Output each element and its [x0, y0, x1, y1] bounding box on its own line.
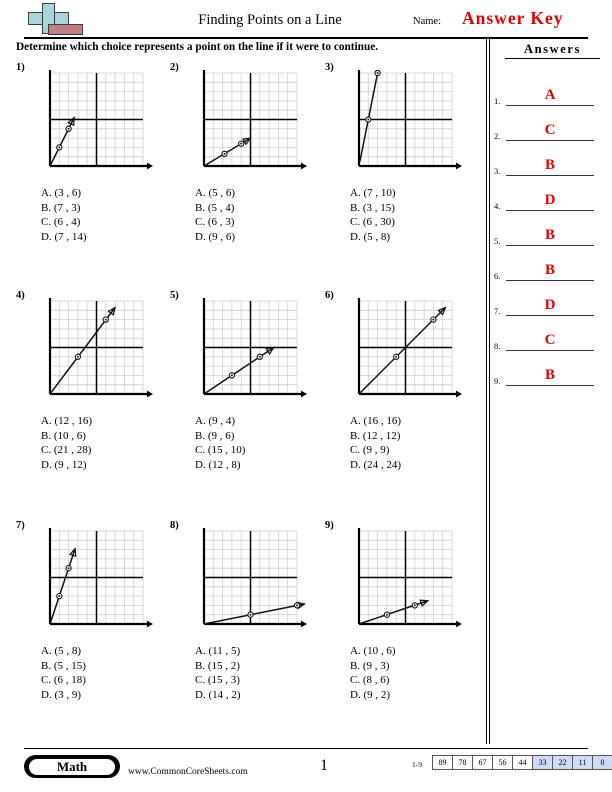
answer-choice[interactable]: C. (6 , 4)	[41, 216, 81, 229]
answer-number: 4.	[494, 201, 501, 211]
coordinate-graph	[194, 528, 310, 636]
scale-cell: 22	[553, 756, 573, 769]
answer-choice[interactable]: B. (7 , 3)	[41, 201, 81, 214]
subject-badge	[24, 755, 120, 778]
answer-choice[interactable]: A. (7 , 10)	[350, 187, 396, 199]
answer-choice[interactable]: A. (3 , 6)	[41, 187, 82, 199]
answer-row	[494, 72, 598, 106]
answer-value: C	[544, 332, 556, 348]
coordinate-graph	[40, 298, 156, 406]
graph-container	[194, 528, 310, 636]
scale-cell: 56	[493, 756, 513, 769]
graph-container	[349, 298, 465, 406]
problem-number: 1)	[16, 62, 25, 73]
answer-choice[interactable]: A. (10 , 6)	[350, 645, 396, 657]
answer-blank-line[interactable]	[506, 105, 594, 106]
scale-cell: 67	[473, 756, 493, 769]
answer-number: 5.	[494, 236, 501, 246]
answer-choice[interactable]: D. (9 , 6)	[195, 230, 236, 243]
problem-number: 5)	[170, 290, 179, 301]
answer-value: B	[544, 367, 555, 383]
answer-row	[494, 212, 598, 246]
graph-container	[194, 298, 310, 406]
answer-choice[interactable]: C. (15 , 3)	[195, 674, 240, 687]
scale-cell: 78	[453, 756, 473, 769]
answer-row	[494, 352, 598, 386]
answer-choice[interactable]: C. (15 , 10)	[195, 444, 246, 457]
answer-choice[interactable]: A. (5 , 8)	[41, 645, 82, 657]
answer-row	[494, 142, 598, 176]
answer-value: B	[544, 157, 555, 173]
answers-column-divider	[486, 37, 490, 744]
scale-cell: 33	[533, 756, 553, 769]
answer-number: 6.	[494, 271, 501, 281]
answer-choice[interactable]: A. (11 , 5)	[195, 645, 241, 657]
problem-number: 3)	[325, 62, 334, 73]
answer-choice[interactable]: A. (5 , 6)	[195, 187, 236, 199]
answer-choice[interactable]: A. (9 , 4)	[195, 415, 236, 427]
page-number: 1	[320, 757, 328, 774]
answer-choice[interactable]: D. (7 , 14)	[41, 230, 87, 243]
answer-key-stamp: Answer Key	[462, 8, 564, 28]
coordinate-graph	[349, 298, 465, 406]
page-header	[0, 0, 612, 40]
problem-number: 9)	[325, 520, 334, 531]
problem-number: 4)	[16, 290, 25, 301]
answer-choice[interactable]: C. (6 , 30)	[350, 216, 395, 229]
answer-choice[interactable]: B. (5 , 15)	[41, 659, 86, 672]
logo-red-bar	[48, 24, 83, 35]
answer-choice[interactable]: A. (12 , 16)	[41, 415, 93, 427]
scale-cell: 44	[513, 756, 533, 769]
answer-choices	[41, 644, 166, 702]
answer-choices	[195, 414, 320, 472]
answer-choices	[350, 414, 475, 472]
answer-row	[494, 317, 598, 351]
answer-choice[interactable]: D. (12 , 8)	[195, 458, 241, 471]
graph-container	[349, 528, 465, 636]
name-label: Name:	[413, 16, 441, 27]
answer-number: 2.	[494, 131, 501, 141]
coordinate-graph	[349, 70, 465, 178]
answer-choices	[195, 186, 320, 244]
answer-choices	[41, 414, 166, 472]
footer-divider-rule	[24, 748, 588, 749]
answer-choice[interactable]: D. (5 , 8)	[350, 230, 391, 243]
grading-scale	[432, 755, 612, 770]
worksheet-title: Finding Points on a Line	[198, 12, 342, 28]
answer-blank-line[interactable]	[506, 385, 594, 386]
problem-number: 7)	[16, 520, 25, 531]
answer-choice[interactable]: B. (15 , 2)	[195, 659, 240, 672]
subject-badge-label: Math	[29, 759, 115, 775]
site-url: www.CommonCoreSheets.com	[128, 767, 248, 777]
problem-number: 2)	[170, 62, 179, 73]
problem-number: 6)	[325, 290, 334, 301]
graph-container	[194, 70, 310, 178]
problem-number: 8)	[170, 520, 179, 531]
coordinate-graph	[194, 298, 310, 406]
answer-blank-line[interactable]	[506, 245, 594, 246]
graph-container	[40, 528, 156, 636]
coordinate-graph	[40, 528, 156, 636]
answer-choice[interactable]: D. (9 , 12)	[41, 458, 87, 471]
graph-container	[40, 70, 156, 178]
answer-blank-line[interactable]	[506, 315, 594, 316]
coordinate-graph	[349, 528, 465, 636]
answer-choice[interactable]: C. (6 , 3)	[195, 216, 235, 229]
answer-choices	[350, 644, 475, 702]
answer-blank-line[interactable]	[506, 140, 594, 141]
answer-choice[interactable]: D. (24 , 24)	[350, 458, 402, 471]
answer-row	[494, 247, 598, 281]
scale-cell: 0	[593, 756, 612, 769]
answer-choice[interactable]: C. (21 , 28)	[41, 444, 92, 457]
coordinate-graph	[40, 70, 156, 178]
answer-choice[interactable]: B. (12 , 12)	[350, 429, 401, 442]
answer-blank-line[interactable]	[506, 280, 594, 281]
answer-row	[494, 282, 598, 316]
scale-cell: 11	[573, 756, 593, 769]
scale-range-label: 1-9	[412, 760, 422, 769]
answers-heading: Answers	[505, 42, 600, 59]
graph-container	[40, 298, 156, 406]
answer-blank-line[interactable]	[506, 175, 594, 176]
graph-container	[349, 70, 465, 178]
answer-choice[interactable]: B. (10 , 6)	[41, 429, 86, 442]
answer-value: D	[544, 297, 556, 313]
answer-blank-line[interactable]	[506, 210, 594, 211]
answer-number: 3.	[494, 166, 501, 176]
answer-row	[494, 107, 598, 141]
answer-choice[interactable]: B. (5 , 4)	[195, 201, 235, 214]
scale-cell: 89	[433, 756, 453, 769]
answer-value: A	[544, 87, 556, 103]
answer-blank-line[interactable]	[506, 350, 594, 351]
answer-choice[interactable]: C. (8 , 6)	[350, 674, 390, 687]
answer-value: C	[544, 122, 556, 138]
answer-choice[interactable]: D. (3 , 9)	[41, 688, 82, 701]
commoncoresheets-logo	[24, 3, 86, 37]
answer-choice[interactable]: D. (9 , 2)	[350, 688, 391, 701]
answer-choices	[195, 644, 320, 702]
answer-number: 8.	[494, 341, 501, 351]
answer-choice[interactable]: A. (16 , 16)	[350, 415, 402, 427]
answer-value: B	[544, 227, 555, 243]
instructions-text: Determine which choice represents a point on the line if it were to continue.	[16, 41, 379, 53]
answer-value: B	[544, 262, 555, 278]
answer-value: D	[544, 192, 556, 208]
answer-choice[interactable]: B. (9 , 6)	[195, 429, 235, 442]
coordinate-graph	[194, 70, 310, 178]
answer-row	[494, 177, 598, 211]
answer-number: 1.	[494, 96, 501, 106]
header-divider-rule	[24, 37, 588, 39]
answer-choice[interactable]: C. (6 , 18)	[41, 674, 86, 687]
answer-choices	[350, 186, 475, 244]
answer-number: 7.	[494, 306, 501, 316]
answer-number: 9.	[494, 376, 501, 386]
answer-choice[interactable]: D. (14 , 2)	[195, 688, 241, 701]
answer-choice[interactable]: B. (3 , 15)	[350, 201, 395, 214]
answer-choices	[41, 186, 166, 244]
answer-choice[interactable]: C. (9 , 9)	[350, 444, 390, 457]
answer-choice[interactable]: B. (9 , 3)	[350, 659, 390, 672]
